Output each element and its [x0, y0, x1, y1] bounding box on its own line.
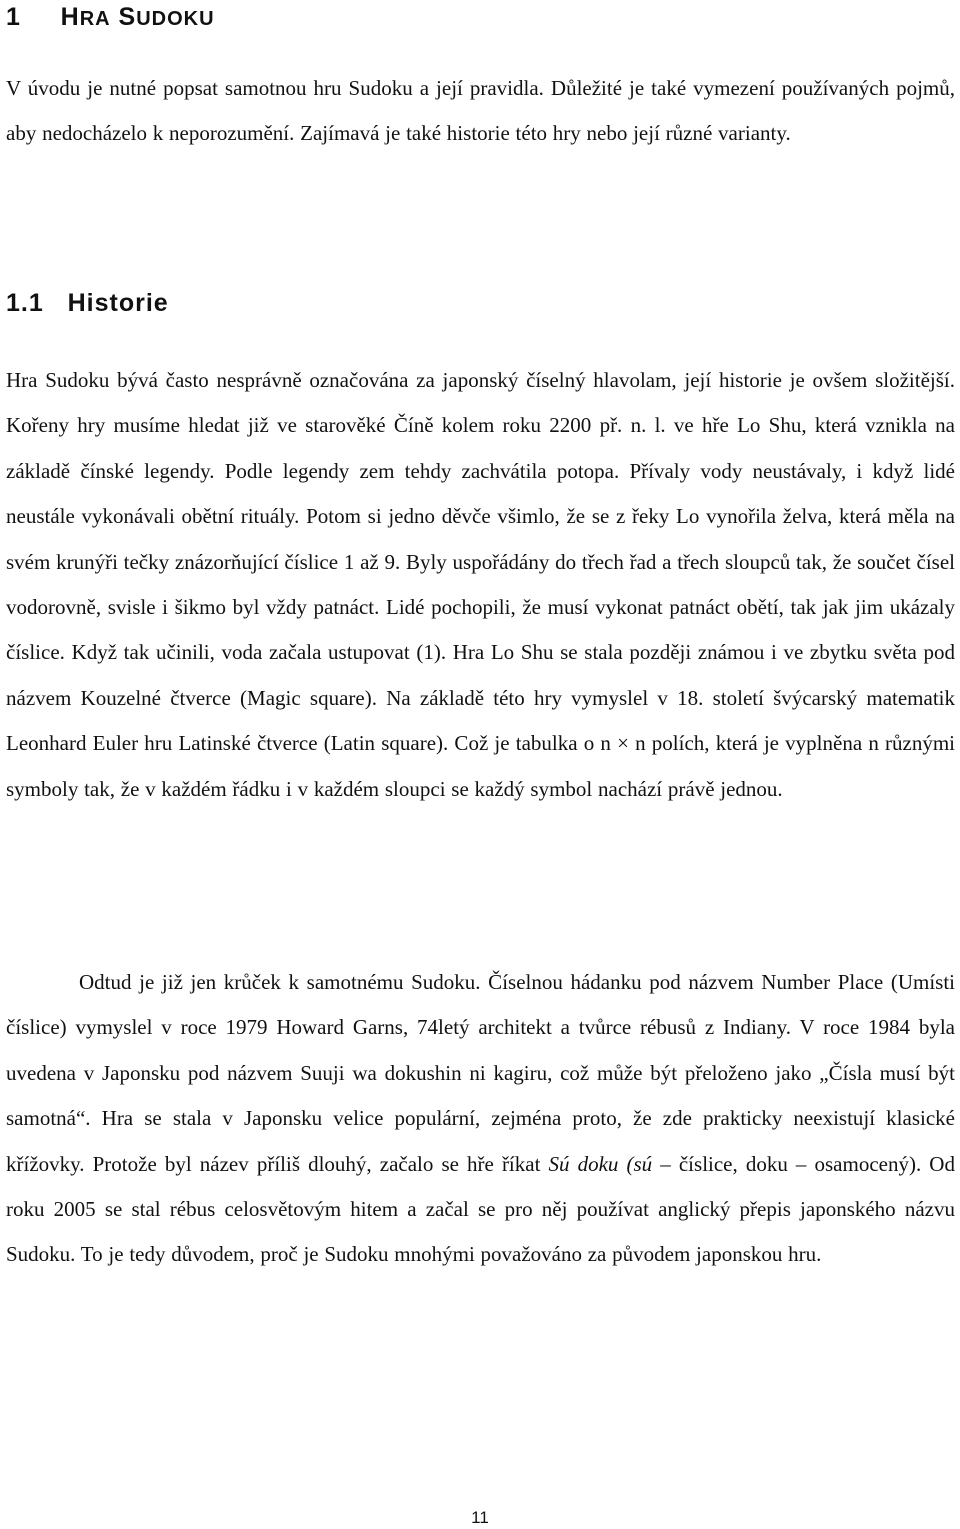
history-paragraph-2-text-b: – číslice, doku – osamocený). Od roku 2005 se stal rébus celosvětovým hitem a začal se pro něj používat anglický přepis japonského názvu Sudoku. To je tedy důvodem, proč je Sudoku mnohými považováno za původem japonskou hru. [6, 1151, 955, 1267]
chapter-title-ra: RA [79, 8, 111, 30]
page-number: 11 [471, 1508, 489, 1527]
history-paragraph-2 [6, 960, 955, 1278]
section-heading [6, 288, 169, 318]
intro-paragraph: V úvodu je nutné popsat samotnou hru Sudoku a její pravidla. Důležité je také vymezení používaných pojmů, aby nedocházelo k neporozumění. Zajímavá je také historie této hry nebo její různé varianty. [6, 76, 955, 146]
chapter-heading [6, 2, 215, 34]
history-paragraph-2-text-a: Odtud je již jen krůček k samotnému Sudoku. Číselnou hádanku pod názvem Number Place (Umísti číslice) vymyslel v roce 1979 Howard Garns, 74letý architekt a tvůrce rébusů z Indiany. V roce 1984 byla uvedena v Japonsku pod názvem Suuji wa dokushin ni kagiru, což může být přeloženo jako „Čísla musí být samotná“. Hra se stala v Japonsku velice populární, zejména proto, že zde prakticky neexistují klasické křížovky. Protože byl název příliš dlouhý, začalo se hře říkat [6, 970, 955, 1176]
chapter-title-s: S [118, 3, 137, 31]
section-number: 1.1 [6, 289, 44, 317]
history-paragraph-2-italic: Sú doku (sú [548, 1151, 653, 1176]
section-title: Historie [67, 289, 169, 317]
history-paragraph-1: Hra Sudoku bývá často nesprávně označována za japonský číselný hlavolam, její historie je ovšem složitější. Kořeny hry musíme hledat již ve starověké Číně kolem roku 2200 př. n. l. ve hře Lo Shu, která vznikla na základě čínské legendy. Podle legendy zem tehdy zachvátila potopa. Přívaly vody neustávaly, i když lidé neustále vykonávali obětní rituály. Potom si jedno děvče všimlo, že se z řeky Lo vynořila želva, která měla na svém krunýři tečky znázorňující číslice 1 až 9. Byly uspořádány do třech řad a třech sloupců tak, že součet čísel vodorovně, svisle i šikmo byl vždy patnáct. Lidé pochopili, že musí vykonat patnáct obětí, tak jak jim ukázaly číslice. Když tak učinili, voda začala ustupovat (1). Hra Lo Shu se stala později známou i ve zbytku světa pod názvem Kouzelné čtverce (Magic square). Na základě této hry vymyslel v 18. století švýcarský matematik Leonhard Euler hru Latinské čtverce (Latin square). Což je tabulka o n × n polích, která je vyplněna n různými symboly tak, že v každém řádku i v každém sloupci se každý symbol nachází právě jednou. [6, 368, 955, 801]
chapter-title-udoku: UDOKU [136, 8, 215, 30]
chapter-number: 1 [6, 3, 21, 31]
chapter-title-h: H [60, 3, 80, 31]
